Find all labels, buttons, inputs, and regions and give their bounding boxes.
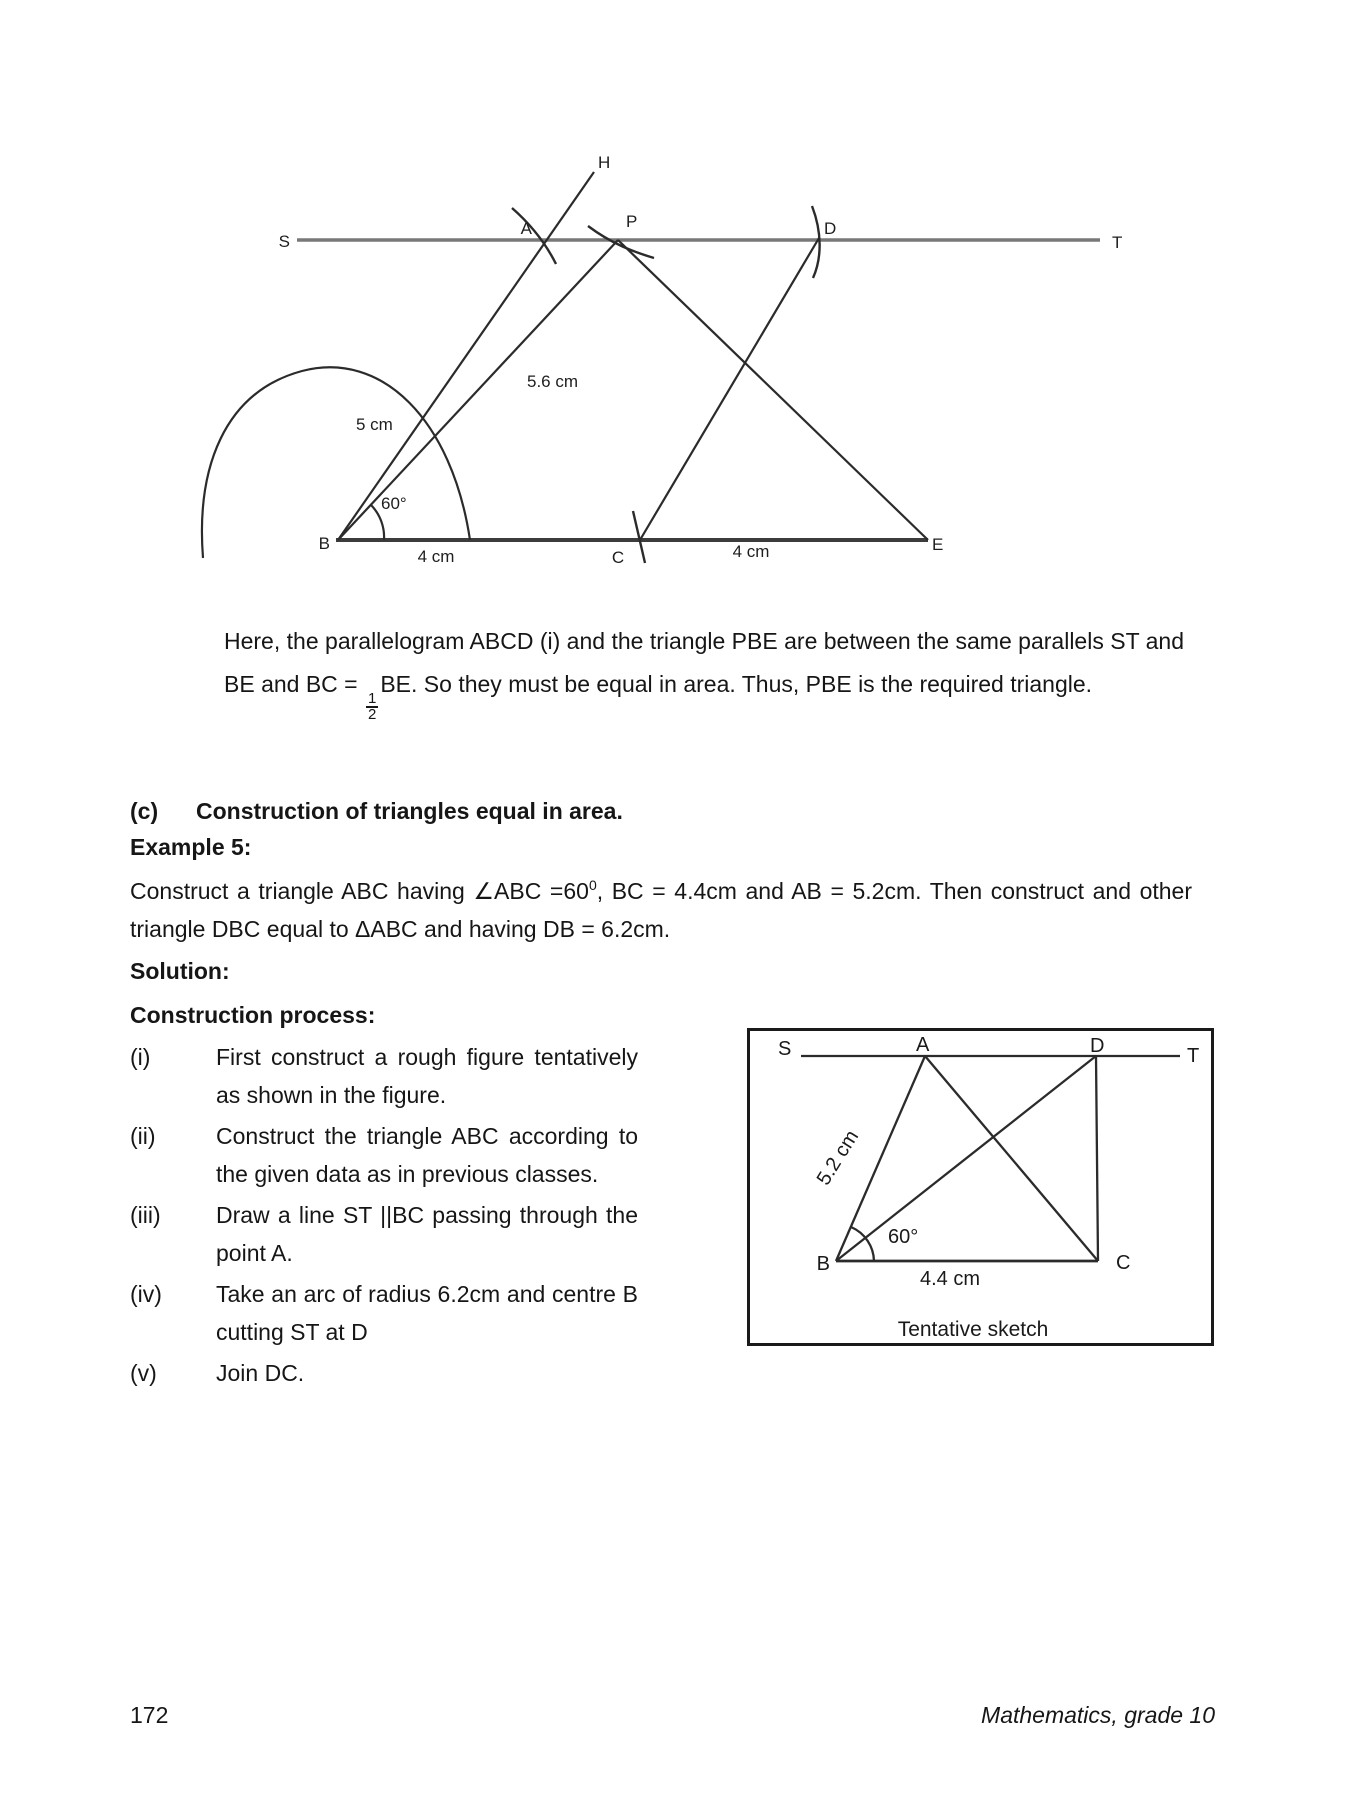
solution-heading [130,956,230,986]
sketch-label-s: S [778,1038,792,1060]
fraction-denominator: 2 [368,706,377,723]
figure1-dim-bc: 4 cm [417,547,455,566]
sketch-dim-bc: 4.4 cm [919,1268,981,1290]
example-heading [130,832,251,862]
tentative-sketch-box [747,1028,1214,1346]
construction-figure [0,0,1350,620]
tentative-sketch-figure [750,1031,1211,1343]
step-i [130,1038,640,1114]
process-heading [130,1000,375,1030]
step-i-text: First construct a rough figure tentatively as shown in the figure. [216,1044,638,1108]
ray-bh [338,172,594,540]
sketch-label-b: B [816,1253,830,1275]
step-iv [130,1275,640,1351]
construction-steps [130,1038,640,1395]
step-iii-text: Draw a line ST ||BC passing through the point A. [216,1202,638,1266]
figure1-label-t: T [1112,233,1123,252]
step-v [130,1354,640,1392]
step-ii [130,1117,640,1193]
figure1-label-e: E [932,535,944,554]
step-v-text: Join DC. [216,1360,305,1386]
figure1-label-h: H [598,153,611,172]
example-body-post: , BC = 4.4cm and AB = 5.2cm. Then construct and other triangle DBC equal to ΔABC and having DB = 6.2cm. [130,878,1193,942]
section-c-label: (c) [130,798,159,824]
page-number: 172 [130,1702,169,1728]
example-body-pre: Construct a triangle ABC having ∠ABC =60 [130,878,589,904]
figure1-label-d: D [824,219,837,238]
sketch-caption: Tentative sketch [897,1318,1049,1341]
sketch-label-t: T [1187,1045,1200,1067]
solution-heading-text: Solution: [130,958,230,984]
tick-mark-c [633,511,645,563]
paragraph-pbe-part2: BE. So they must be equal in area. Thus, PBE is the required triangle. [380,671,1093,697]
step-iii [130,1196,640,1272]
step-iii-number: (iii) [130,1202,161,1228]
sketch-line-bd [836,1056,1096,1261]
figure1-label-b: B [318,534,330,553]
figure1-label-s: S [278,232,290,251]
figure1-label-p: P [626,212,638,231]
footer-book-title: Mathematics, grade 10 [981,1702,1215,1728]
sketch-angle-arc [851,1227,874,1261]
step-iv-number: (iv) [130,1281,162,1307]
figure1-dim-ce: 4 cm [732,542,770,561]
example-superscript: 0 [588,877,597,893]
sketch-label-a: A [916,1034,930,1056]
figure1-label-c: C [611,548,625,567]
line-pe [618,240,928,540]
fraction-one-half [364,692,380,722]
example-body [130,872,1192,948]
sketch-line-ac [925,1056,1098,1261]
sketch-label-c: C [1116,1252,1131,1274]
step-ii-number: (ii) [130,1123,156,1149]
process-heading-text: Construction process: [130,1002,376,1028]
sketch-angle-label: 60° [888,1226,919,1248]
section-c-heading [130,796,623,826]
sketch-label-d: D [1090,1035,1105,1057]
figure1-dim-ba: 5 cm [356,415,393,434]
paragraph-pbe-part1: Here, the parallelogram ABCD (i) and the triangle PBE are between the same parallels ST and BE and BC = [224,628,1184,697]
section-c-title: Construction of triangles equal in area. [196,798,623,824]
compass-arc-5cm [202,367,470,558]
line-cd [640,238,819,540]
sketch-dim-ab: 5.2 cm [812,1126,864,1190]
sketch-line-dc [1096,1056,1098,1261]
step-i-number: (i) [130,1044,151,1070]
figure1-angle-label: 60° [381,494,407,513]
figure1-label-a: A [520,219,532,238]
fraction-numerator: 1 [368,690,377,707]
step-iv-text: Take an arc of radius 6.2cm and centre B cutting ST at D [216,1281,638,1345]
figure1-dim-bp: 5.6 cm [527,372,579,391]
step-v-number: (v) [130,1360,157,1386]
step-ii-text: Construct the triangle ABC according to the given data as in previous classes. [216,1123,638,1187]
paragraph-pbe [224,620,1184,722]
example-heading-text: Example 5: [130,834,252,860]
